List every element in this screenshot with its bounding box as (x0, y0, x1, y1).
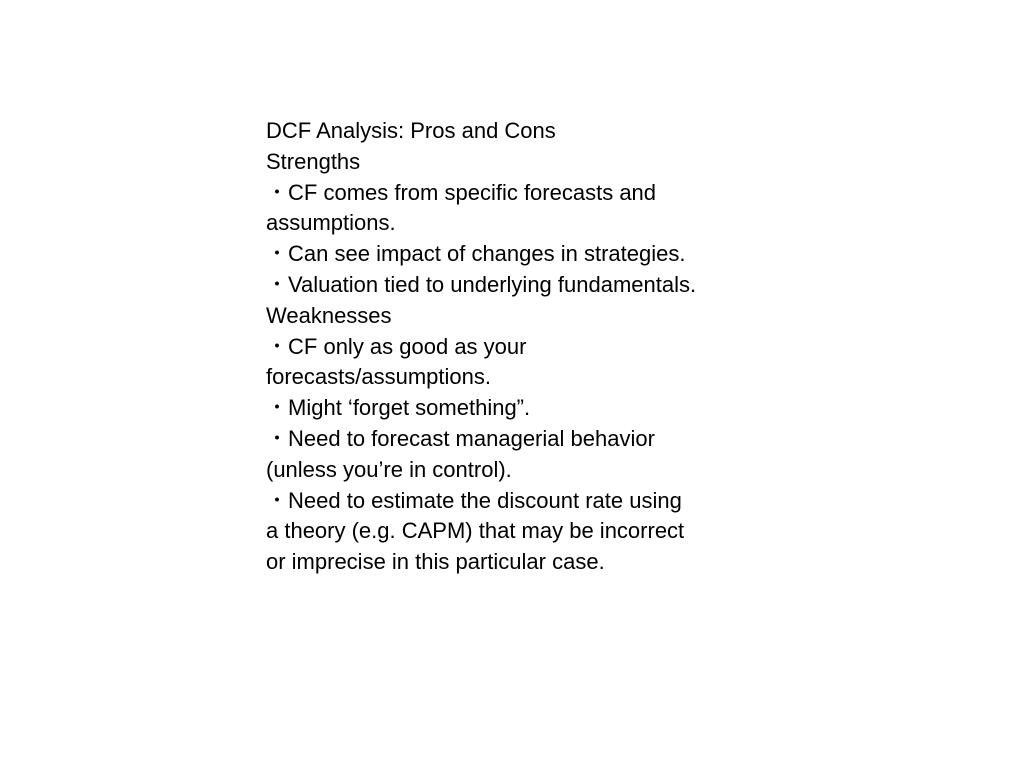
bullet-text: Need to estimate the discount rate using (288, 487, 682, 513)
bullet-text: Can see impact of changes in strategies. (288, 241, 686, 267)
bullet-icon: ・ (266, 425, 289, 451)
bullet-text: forecasts/assumptions. (266, 364, 491, 390)
bullet-text: or imprecise in this particular case. (266, 549, 605, 575)
weaknesses-heading: Weaknesses (266, 302, 392, 328)
strength-item (266, 178, 786, 240)
strength-item (266, 239, 786, 270)
bullet-text: a theory (e.g. CAPM) that may be incorrect (266, 518, 685, 544)
strength-item (266, 270, 786, 301)
bullet-text: Might ‘forget something”. (288, 395, 531, 421)
slide-text-block (266, 116, 786, 578)
bullet-text: Valuation tied to underlying fundamentals. (288, 271, 697, 297)
bullet-text: (unless you’re in control). (266, 456, 512, 482)
bullet-text: CF only as good as your (288, 333, 527, 359)
bullet-text: Need to forecast managerial behavior (288, 425, 655, 451)
bullet-icon: ・ (266, 271, 289, 297)
slide-title: DCF Analysis: Pros and Cons (266, 118, 556, 143)
weakness-item (266, 332, 786, 394)
bullet-icon: ・ (266, 395, 289, 421)
bullet-icon: ・ (266, 487, 289, 513)
bullet-icon: ・ (266, 179, 289, 205)
bullet-text: assumptions. (266, 210, 396, 236)
strengths-heading: Strengths (266, 148, 361, 174)
bullet-icon: ・ (266, 333, 289, 359)
bullet-text: CF comes from specific forecasts and (288, 179, 657, 205)
weakness-item (266, 393, 786, 424)
weakness-item (266, 486, 786, 578)
bullet-icon: ・ (266, 241, 289, 267)
weakness-item (266, 424, 786, 486)
